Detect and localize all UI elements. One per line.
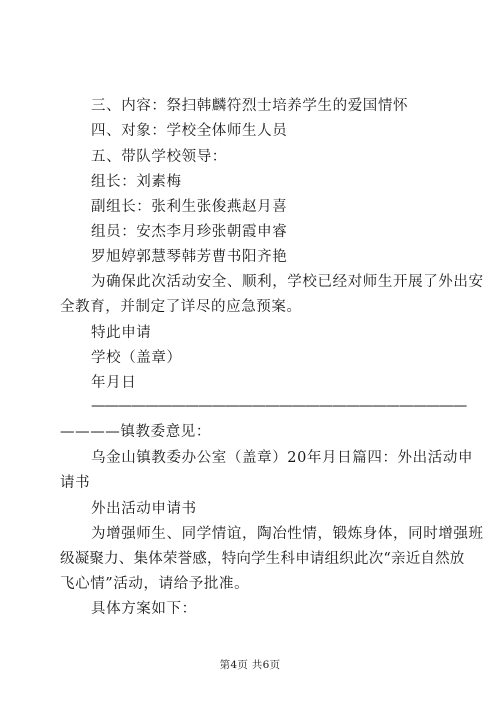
date-line: 年月日 — [91, 375, 137, 391]
leaders-heading: 五、带队学校领导： — [91, 149, 227, 165]
school-seal-line: 学校（盖章） — [91, 350, 182, 366]
members-line: 组员：安杰李月珍张朝霞申睿 — [91, 224, 288, 240]
education-committee-opinion: ————镇教委意见： — [60, 424, 211, 440]
safety-paragraph-line-2: 全教育，并制定了详尽的应急预案。 — [60, 299, 302, 315]
purpose-paragraph-line-3: 飞心情”活动，请给予批准。 — [60, 576, 250, 592]
content-line: 三、内容：祭扫韩麟符烈士培养学生的爱国情怀 — [91, 98, 409, 114]
safety-paragraph-line-1: 为确保此次活动安全、顺利，学校已经对师生开展了外出安 — [91, 274, 484, 290]
plan-heading: 具体方案如下： — [91, 601, 197, 617]
deputy-leader-line: 副组长：张利生张俊燕赵月喜 — [91, 199, 288, 215]
committee-office-seal-line: 乌金山镇教委办公室（盖章）20年月日篇四：外出活动申 — [91, 450, 474, 466]
purpose-paragraph-line-2: 级凝聚力、集体荣誉感，特向学生科申请组织此次“亲近自然放 — [60, 551, 465, 567]
dash-separator: ———————————————————————————— — [91, 398, 467, 414]
members-continued-line: 罗旭婷郭慧琴韩芳曹书阳齐艳 — [91, 249, 288, 265]
leader-line: 组长：刘素梅 — [91, 174, 182, 190]
purpose-paragraph-line-1: 为增强师生、同学情谊，陶冶性情，锻炼身体，同时增强班 — [91, 526, 484, 542]
section-title: 外出活动申请书 — [91, 501, 197, 517]
page-number-footer: 第4页 共6页 — [219, 659, 281, 671]
request-closing: 特此申请 — [91, 325, 152, 341]
committee-office-seal-line-wrap: 请书 — [60, 475, 91, 491]
target-line: 四、对象：学校全体师生人员 — [91, 123, 288, 139]
